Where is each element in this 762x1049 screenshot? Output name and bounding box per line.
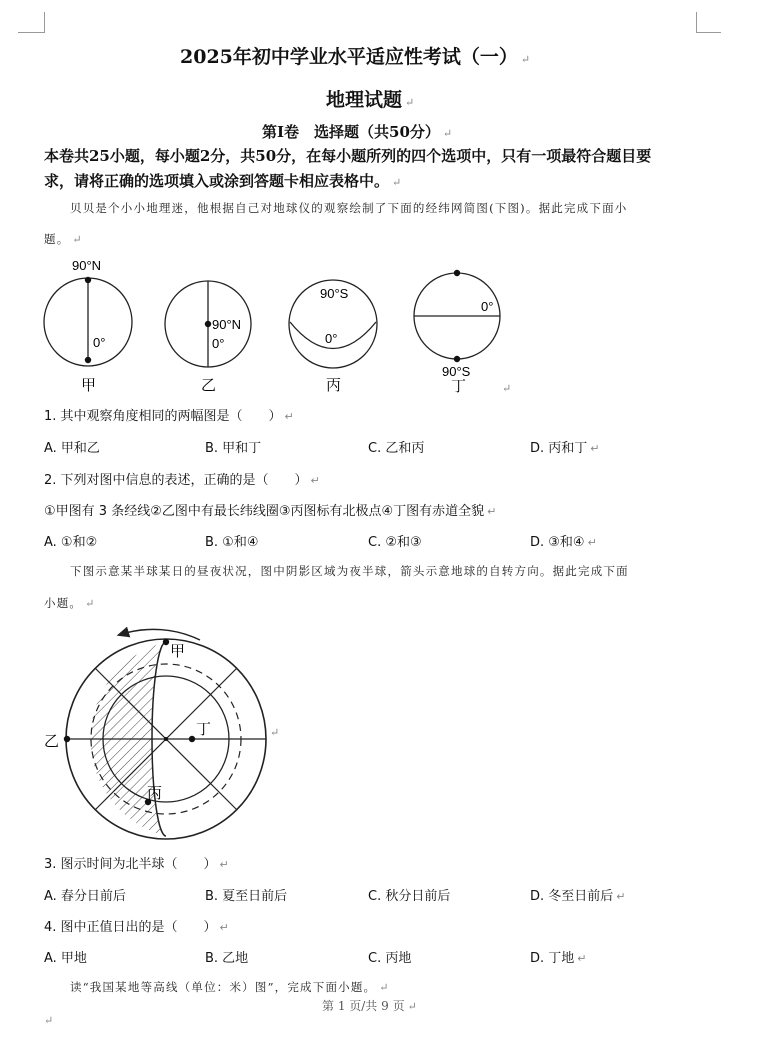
q3-option-a[interactable]: A. 春分日前后 [44,889,126,904]
question-2-stem [44,469,320,488]
question-4-stem [44,916,229,935]
exam-title-text: 2025年初中学业水平适应性考试（一） [180,46,518,68]
q4-option-c[interactable]: C. 丙地 [368,951,412,966]
q1-option-a[interactable]: A. 甲和乙 [44,441,100,456]
question-1-stem-text: 1. 其中观察角度相同的两幅图是（ ） [44,409,282,424]
instructions-line-1: 本卷共25小题，每小题2分，共50分，在每小题所列的四个选项中，只有一项最符合题目要 [44,147,652,165]
question-3-stem [44,853,229,872]
intro-1-line-2-text: 题。 [44,232,70,246]
paragraph-mark: ↵ [407,1000,417,1013]
point-jia-label: 甲 [170,642,186,660]
globe-bing-caption: 丙 [326,376,342,394]
paragraph-mark: ↵ [270,726,280,739]
figure-2-day-night-diagram [30,622,350,852]
intro-2-line-2 [44,595,96,611]
paragraph-mark: ↵ [616,890,626,903]
point-ding-dot [189,736,195,742]
paragraph-mark: ↵ [219,921,229,934]
globe-jia-caption: 甲 [81,376,97,394]
paragraph-mark: ↵ [85,597,96,610]
question-2-statements [44,500,496,519]
q3-option-d[interactable] [530,885,626,904]
paragraph-mark: ↵ [392,176,402,189]
globe-ding-top-dot [454,270,460,276]
corner-mark-left [18,12,45,33]
q1-option-d-text: D. 丙和丁 [530,441,588,456]
globe-ding-caption: 丁 [451,377,467,395]
globe-bing-top-label: 90°S [320,286,349,301]
paragraph-mark: ↵ [219,858,229,871]
paragraph-mark: ↵ [520,53,531,66]
point-jia-dot [163,639,169,645]
corner-mark-right [696,12,721,33]
globe-ding-south-pole-dot [454,356,460,362]
intro-1-line-1: 贝贝是个小小地理迷，他根据自己对地球仪的观察绘制了下面的经纬网简图(下图)。据此完成下面小 [70,201,628,215]
subject-title [326,85,414,112]
q3-option-d-text: D. 冬至日前后 [530,889,614,904]
q4-option-d-text: D. 丁地 [530,951,575,966]
q2-option-c[interactable]: C. ②和③ [368,535,422,550]
q4-option-b[interactable]: B. 乙地 [205,951,249,966]
globe-yi-bottom-label: 0° [212,336,225,351]
pole-dot [164,737,168,741]
paragraph-mark: ↵ [310,474,320,487]
globe-yi-pole-dot [205,321,211,327]
paragraph-mark: ↵ [590,442,600,455]
paragraph-mark: ↵ [284,410,294,423]
question-2-statements-text: ①甲图有 3 条经线②乙图中有最长纬线圈③丙图标有北极点④丁图有赤道全貌 [44,504,485,519]
globe-jia [44,278,132,366]
intro-3-text: 读“我国某地等高线（单位：米）图”，完成下面小题。 [70,980,377,994]
instructions-line-2-text: 求，请将正确的选项填入或涂到答题卡相应表格中。 [44,172,390,190]
q2-option-a[interactable]: A. ①和② [44,535,98,550]
globe-bing-bottom-label: 0° [325,331,338,346]
globe-jia-bottom-label: 0° [93,335,106,350]
intro-2-line-1: 下图示意某半球某日的昼夜状况，图中阴影区域为夜半球，箭头示意地球的自转方向。据此完成下面 [70,564,629,578]
page-footer [322,997,417,1014]
section-title [262,121,452,142]
paragraph-mark: ↵ [442,127,453,140]
question-4-stem-text: 4. 图中正值日出的是（ ） [44,920,217,935]
instructions-line-2 [44,170,401,191]
paragraph-mark: ↵ [577,952,587,965]
q4-option-a[interactable]: A. 甲地 [44,951,87,966]
q1-option-d[interactable] [530,437,600,456]
section-title-text: 第Ⅰ卷 选择题（共50分） [262,123,440,141]
q2-option-d[interactable] [530,531,597,550]
paragraph-mark: ↵ [379,981,390,994]
q1-option-c[interactable]: C. 乙和丙 [368,441,425,456]
question-3-stem-text: 3. 图示时间为北半球（ ） [44,857,217,872]
point-yi-dot [64,736,70,742]
globe-yi-caption: 乙 [201,376,217,394]
globe-yi-center-label: 90°N [212,317,242,332]
paragraph-mark: ↵ [487,505,497,518]
point-ding-label: 丁 [196,720,212,738]
q1-option-b[interactable]: B. 甲和丁 [205,441,262,456]
exam-title [180,42,530,69]
paragraph-mark: ↵ [405,96,415,109]
q2-option-d-text: D. ③和④ [530,535,585,550]
point-yi-label: 乙 [44,732,60,750]
globe-ding [414,273,500,359]
globe-jia-top-label: 90°N [72,258,102,273]
q2-option-b[interactable]: B. ①和④ [205,535,259,550]
subject-title-text: 地理试题 [326,89,403,111]
question-1-stem [44,405,294,424]
paragraph-mark-end: ↵ [44,1014,54,1027]
page-number: 第 1 页/共 9 页 [322,999,405,1013]
paragraph-mark: ↵ [72,233,83,246]
intro-2-line-2-text: 小题。 [44,596,83,610]
intro-1-line-2 [44,231,83,247]
question-2-stem-text: 2. 下列对图中信息的表述，正确的是（ ） [44,473,308,488]
q3-option-b[interactable]: B. 夏至日前后 [205,889,288,904]
figure-1-globes [0,250,762,400]
globe-ding-right-label: 0° [481,299,494,314]
paragraph-mark: ↵ [587,536,597,549]
globe-jia-equator-dot [85,357,91,363]
q3-option-c[interactable]: C. 秋分日前后 [368,889,451,904]
point-bing-label: 丙 [147,784,163,802]
q4-option-d[interactable] [530,947,587,966]
intro-3 [70,979,390,995]
globe-jia-north-pole-dot [85,277,91,283]
globe-ding-bottom-label: 90°S [442,364,471,379]
paragraph-mark: ↵ [502,382,512,395]
